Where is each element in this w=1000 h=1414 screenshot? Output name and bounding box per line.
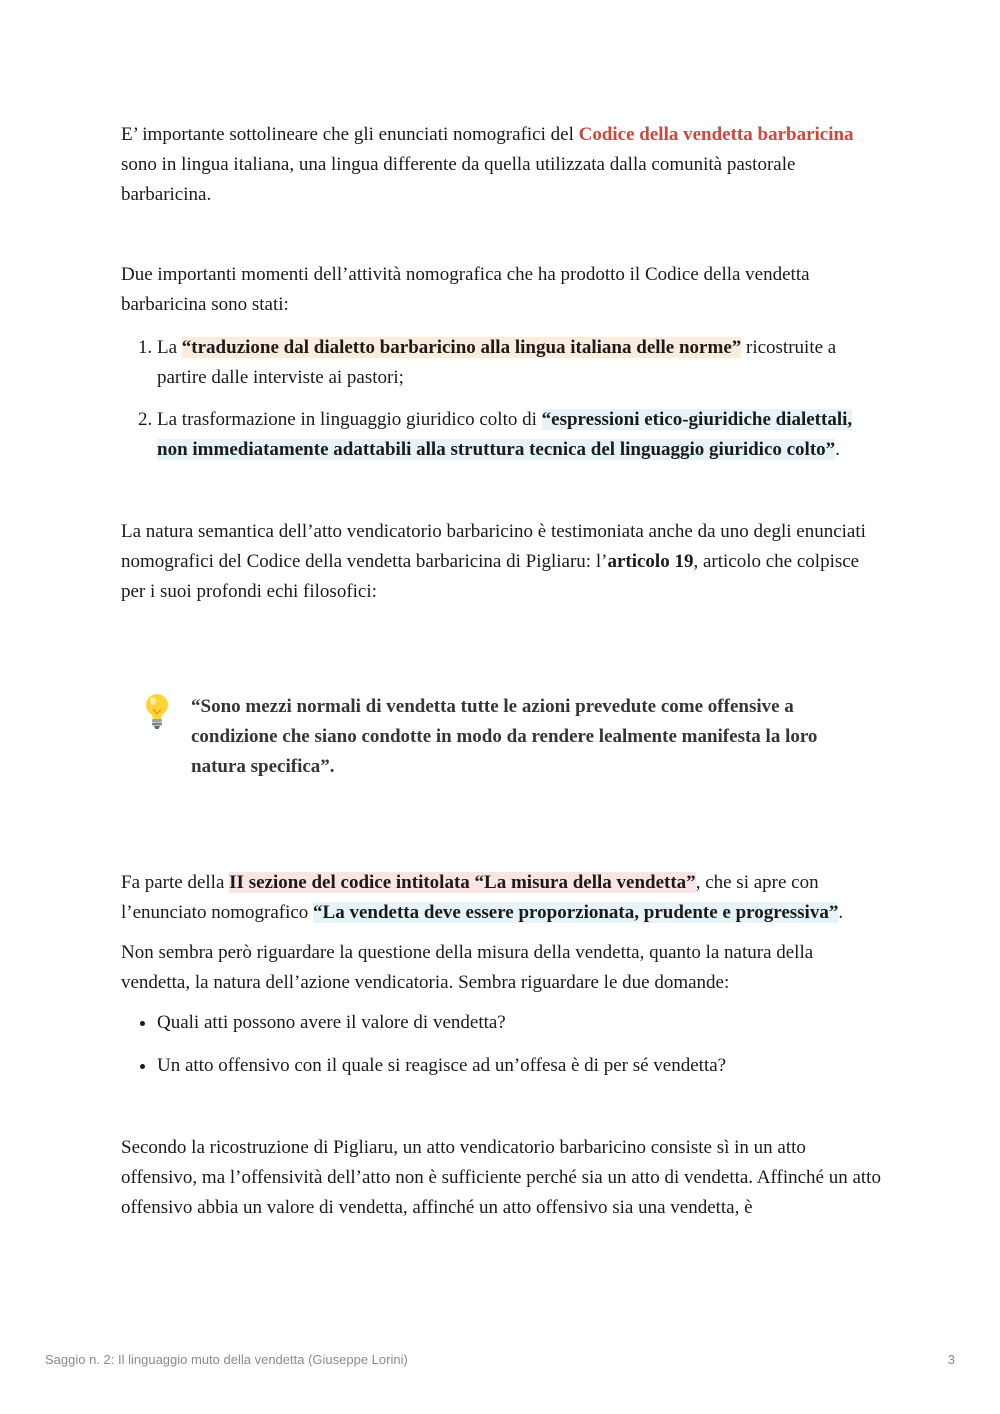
- numbered-list: [121, 333, 881, 465]
- highlight-traduzione: “traduzione dal dialetto barbaricino alla lingua italiana delle norme”: [181, 337, 742, 358]
- bullet-list: [121, 1008, 881, 1081]
- highlight-espressioni: “espressioni etico-giuridiche dialettali, non immediatamente adattabili alla struttura tecnica del linguaggio giuridico colto”: [157, 409, 853, 460]
- list-item: • Un atto offensivo con il quale si reagisce ad un’offesa è di per sé vendetta?: [157, 1051, 881, 1081]
- callout-text: “Sono mezzi normali di vendetta tutte le azioni prevedute come offensive a condizione che siano condotte in modo da rendere lealmente manifesta la loro natura specifica”.: [191, 696, 818, 777]
- paragraph-intro: E’ importante sottolineare che gli enunciati nomografici del Codice della vendetta barbaricina sono in lingua italiana, una lingua differente da quella utilizzata dalla comunità pastorale barbaricina.: [121, 124, 854, 205]
- bold-articolo: articolo 19: [607, 551, 694, 572]
- paragraph-natura-semantica: La natura semantica dell’atto vendicatorio barbaricino è testimoniata anche da uno degli enunciati nomografici del Codice della vendetta barbaricina di Pigliaru: l’articolo 19, articolo che colpisce per i suoi profondi echi filosofici:: [121, 521, 866, 602]
- highlight-sezione: II sezione del codice intitolata “La misura della vendetta”: [229, 872, 696, 893]
- paragraph-ricostruzione: Secondo la ricostruzione di Pigliaru, un atto vendicatorio barbaricino consiste sì in un atto offensivo, ma l’offensività dell’atto non è sufficiente perché sia un atto di vendetta. Affinché un atto offensivo abbia un valore di vendetta, affinché un atto offensivo sia una vendetta, è: [121, 1137, 881, 1218]
- footer-title: Saggio n. 2: Il linguaggio muto della vendetta (Giuseppe Lorini): [45, 1352, 408, 1367]
- highlight-proporzionata: “La vendetta deve essere proporzionata, prudente e progressiva”: [313, 902, 839, 923]
- paragraph-momenti: Due importanti momenti dell’attività nomografica che ha prodotto il Codice della vendetta barbaricina sono stati:: [121, 264, 810, 315]
- quote-callout: [121, 692, 881, 782]
- list-item: • Quali atti possono avere il valore di vendetta?: [157, 1008, 881, 1038]
- page-footer: [45, 1351, 955, 1369]
- document-body: [121, 120, 881, 1223]
- list-item: 1. La “traduzione dal dialetto barbaricino alla lingua italiana delle norme” ricostruite a partire dalle interviste ai pastori;: [157, 333, 881, 393]
- paragraph-domande: Non sembra però riguardare la questione della misura della vendetta, quanto la natura della vendetta, la natura dell’azione vendicatoria. Sembra riguardare le due domande:: [121, 942, 814, 993]
- highlight-codice: Codice della vendetta barbaricina: [578, 124, 854, 145]
- lightbulb-icon: [143, 692, 171, 732]
- paragraph-sezione: Fa parte della II sezione del codice intitolata “La misura della vendetta”, che si apre con l’enunciato nomografico “La vendetta deve essere proporzionata, prudente e progressiva”.: [121, 872, 844, 923]
- list-item: 2. La trasformazione in linguaggio giuridico colto di “espressioni etico-giuridiche dialettali, non immediatamente adattabili alla struttura tecnica del linguaggio giuridico colto”.: [157, 405, 881, 465]
- page-number: 3: [947, 1352, 955, 1367]
